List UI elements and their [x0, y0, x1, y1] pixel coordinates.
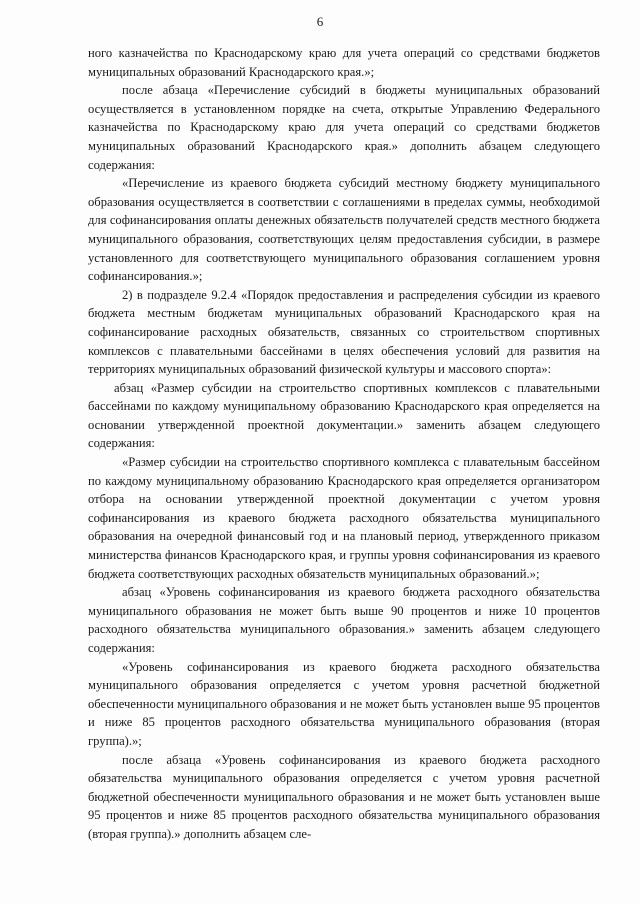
paragraph-4: 2) в подразделе 9.2.4 «Порядок предоставления и распределения субсидии из краевого бюджета местным бюджетам муниципальных образований Краснодарского края на софинансирование расходных обязательств, связанных со строительством спортивных комплексов с плавательными бассейнами в целях обеспечения условий для развития на территориях муниципальных образований физической культуры и массового спорта»: [88, 287, 600, 377]
document-body [88, 44, 600, 844]
paragraph-1: ного казначейства по Краснодарскому краю для учета операций со средствами бюджетов муниципальных образований Краснодарского края.»; [88, 46, 600, 79]
paragraph-2: после абзаца «Перечисление субсидий в бюджеты муниципальных образований осуществляется в установленном порядке на счета, открытые Управлению Федерального казначейства по Краснодарскому краю для учета операций со средствами бюджетов муниципальных образований Краснодарского края.» дополнить абзацем следующего содержания: [88, 83, 600, 172]
paragraph-8: «Уровень софинансирования из краевого бюджета расходного обязательства муниципального образования определяется с учетом уровня расчетной бюджетной обеспеченности муниципального образования и не может быть установлен выше 95 процентов и ниже 85 процентов расходного обязательства муниципального образования (вторая группа).»; [88, 659, 600, 748]
paragraph-9: после абзаца «Уровень софинансирования из краевого бюджета расходного обязательства муниципального образования определяется с учетом уровня расчетной бюджетной обеспеченности муниципального образования и не может быть установлен выше 95 процентов и ниже 85 процентов расходного обязательства муниципального образования (вторая группа).» дополнить абзацем сле- [88, 752, 600, 841]
paragraph-5: абзац «Размер субсидии на строительство спортивных комплексов с плавательными бассейнами по каждому муниципальному образованию Краснодарского края определяется на основании утвержденной проектной документации.» заменить абзацем следующего содержания: [88, 380, 600, 451]
page-number: 6 [316, 14, 324, 29]
paragraph-3: «Перечисление из краевого бюджета субсидий местному бюджету муниципального образования осуществляется в соответствии с соглашениями в пределах суммы, необходимой для софинансирования оплаты денежных обязательств получателей средств местного бюджета муниципального образования, соответствующих целям предоставления субсидии, в размере установленного для соответствующего муниципального образования соглашением уровня софинансирования.»; [88, 176, 600, 284]
paragraph-6: «Размер субсидии на строительство спортивного комплекса с плавательным бассейном по каждому муниципальному образованию Краснодарского края определяется организатором отбора на основании утвержденной проектной документации с учетом уровня софинансирования из краевого бюджета расходного обязательства муниципального образования на очередной финансовый год и на плановый период, утвержденного приказом министерства финансов Краснодарского края, и группы уровня софинансирования из краевого бюджета соответствующих расходных обязательств муниципальных образований.»; [88, 455, 600, 581]
paragraph-7: абзац «Уровень софинансирования из краевого бюджета расходного обязательства муниципального образования не может быть выше 90 процентов и ниже 10 процентов расходного обязательства муниципального образования.» заменить абзацем следующего содержания: [88, 585, 600, 655]
